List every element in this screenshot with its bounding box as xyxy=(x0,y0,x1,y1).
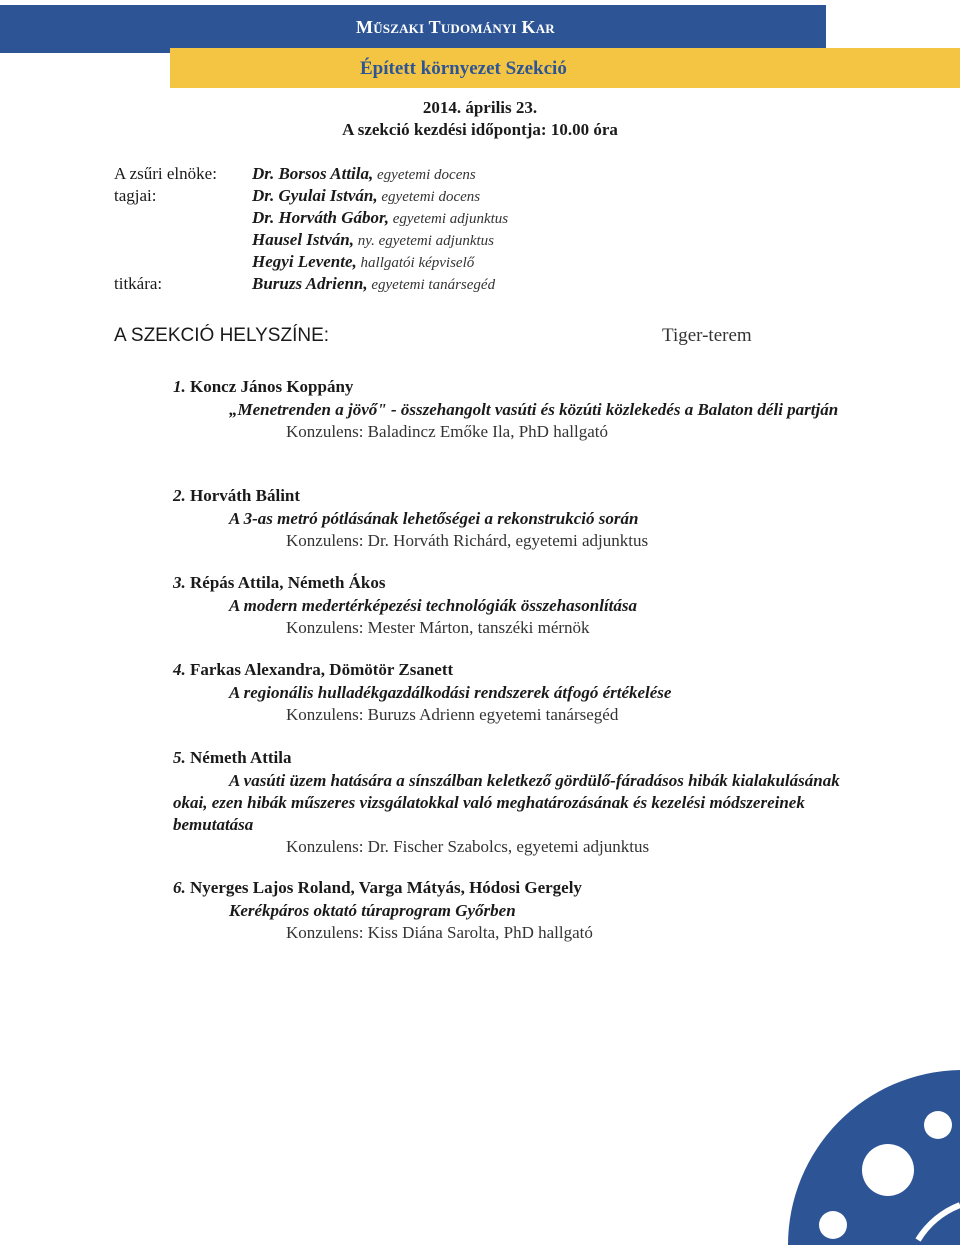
member-role: egyetemi adjunktus xyxy=(388,211,509,227)
presentation-consultant: Konzulens: Dr. Fischer Szabolcs, egyetemi adjunktus xyxy=(286,837,650,856)
presentation-item xyxy=(173,573,853,639)
presentation-consultant: Konzulens: Buruzs Adrienn egyetemi tanársegéd xyxy=(286,705,619,724)
presentation-item xyxy=(173,486,853,552)
presentation-item xyxy=(173,878,853,944)
presentation-authors: Nyerges Lajos Roland, Varga Mátyás, Hódosi Gergely xyxy=(190,878,582,897)
presentation-item xyxy=(173,748,853,858)
member-role: egyetemi tanársegéd xyxy=(367,277,496,293)
presentation-title: „Menetrenden a jövő" - összehangolt vasúti és közúti közlekedés a Balaton déli partján xyxy=(229,400,839,419)
presentation-consultant: Konzulens: Mester Márton, tanszéki mérnök xyxy=(286,618,590,637)
member-name: Hausel István, xyxy=(252,230,355,249)
member-role: egyetemi docens xyxy=(377,189,481,205)
presentation-title: A modern medertérképezési technológiák összehasonlítása xyxy=(229,596,638,615)
presentation-consultant: Konzulens: Kiss Diána Sarolta, PhD hallgató xyxy=(286,923,593,942)
presentation-number: 3. xyxy=(173,573,186,592)
presentation-item xyxy=(173,660,853,726)
jury-member xyxy=(252,230,494,250)
member-name: Buruzs Adrienn, xyxy=(252,274,368,293)
presentation-number: 5. xyxy=(173,748,186,767)
event-start-time: A szekció kezdési időpontja: 10.00 óra xyxy=(342,120,618,139)
presentation-authors: Koncz János Koppány xyxy=(190,377,354,396)
presentation-authors: Répás Attila, Németh Ákos xyxy=(190,573,386,592)
presentation-title: A regionális hulladékgazdálkodási rendszerek átfogó értékelése xyxy=(229,683,672,702)
presentation-authors: Németh Attila xyxy=(190,748,292,767)
faculty-title: Műszaki Tudományi Kar xyxy=(356,17,555,37)
jury-secretary xyxy=(252,274,495,294)
presentation-title: A vasúti üzem hatására a sínszálban keletkező gördülő-fáradásos hibák kialakulásának okai, ezen hibák műszeres vizsgálatokkal való meghatározásának és kezelési módszereinek bemutatása xyxy=(173,771,840,834)
jury-chair xyxy=(252,164,476,184)
member-name: Dr. Gyulai István, xyxy=(252,186,378,205)
presentation-item xyxy=(173,377,853,443)
university-logo-icon xyxy=(778,1050,960,1245)
presentation-number: 6. xyxy=(173,878,186,897)
jury-member xyxy=(252,208,508,228)
presentation-consultant: Konzulens: Dr. Horváth Richárd, egyetemi adjunktus xyxy=(286,531,649,550)
jury-chair-label: A zsűri elnöke: xyxy=(114,164,217,183)
member-name: Dr. Borsos Attila, xyxy=(252,164,374,183)
member-role: egyetemi docens xyxy=(373,167,476,183)
jury-members-label: tagjai: xyxy=(114,186,157,205)
presentation-consultant: Konzulens: Baladincz Emőke Ila, PhD hallgató xyxy=(286,422,608,441)
member-name: Hegyi Levente, xyxy=(252,252,357,271)
presentation-title: A 3-as metró pótlásának lehetőségei a rekonstrukció során xyxy=(229,509,639,528)
presentation-number: 4. xyxy=(173,660,186,679)
jury-secretary-label: titkára: xyxy=(114,274,163,293)
jury-member xyxy=(252,186,480,206)
member-name: Dr. Horváth Gábor, xyxy=(252,208,389,227)
member-role: hallgatói képviselő xyxy=(356,255,475,271)
presentation-authors: Farkas Alexandra, Dömötör Zsanett xyxy=(190,660,454,679)
section-title: Épített környezet Szekció xyxy=(360,58,567,79)
venue-value: Tiger-terem xyxy=(662,325,752,346)
presentation-number: 1. xyxy=(173,377,186,396)
member-role: ny. egyetemi adjunktus xyxy=(354,233,494,249)
presentation-number: 2. xyxy=(173,486,186,505)
venue-label: A SZEKCIÓ HELYSZÍNE: xyxy=(114,325,330,346)
presentation-title: Kerékpáros oktató túraprogram Győrben xyxy=(229,901,516,920)
presentation-authors: Horváth Bálint xyxy=(190,486,301,505)
jury-member xyxy=(252,252,474,272)
event-date: 2014. április 23. xyxy=(422,98,538,117)
